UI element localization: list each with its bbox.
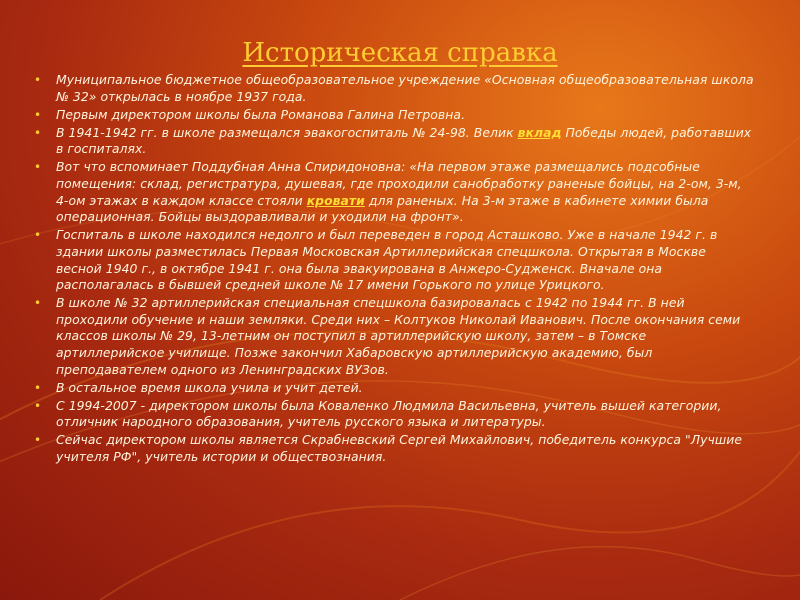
bullet-item	[34, 398, 754, 431]
bullet-text: Муниципальное бюджетное общеобразовательное учреждение «Основная общеобразовательная школа № 32» открылась в ноябре 1937 года.	[56, 72, 754, 104]
bullet-icon: •	[34, 125, 42, 140]
bullet-icon: •	[34, 433, 42, 448]
bullet-text: Первым директором школы была Романова Галина Петровна.	[56, 106, 466, 122]
bullet-icon: •	[34, 380, 42, 395]
bullet-item	[34, 107, 754, 124]
bullet-text: С 1994-2007 - директором школы была Коваленко Людмила Васильевна, учитель вышей категории, отличник народного образования, учитель русского языка и литературы.	[56, 397, 722, 430]
bullet-text: В 1941-1942 гг. в школе размещался эвакогоспиталь № 24-98. Велик	[56, 124, 518, 140]
bullet-item	[34, 159, 754, 225]
bullet-text: В школе № 32 артиллерийская специальная спецшкола базировалась с 1942 по 1944 гг. В ней проходили обучение и наши земляки. Среди них – Колтуков Николай Иванович. После окончания семи классов школы № 29, 13-летним он поступил в артиллерийскую школу, затем – в Томске артиллерийское училище. Позже закончил Хабаровскую артиллерийскую академию, был преподавателем одного из Ленинградских ВУЗов.	[56, 295, 741, 377]
bullet-item	[34, 125, 754, 158]
bullet-text: Сейчас директором школы является Скрабневский Сергей Михайлович, победитель конкурса "Лучшие учителя РФ", учитель истории и обществознания.	[56, 432, 743, 465]
bullet-icon: •	[34, 228, 42, 243]
slide-title: Историческая справка	[242, 38, 558, 68]
bullet-item	[34, 295, 754, 378]
bullet-text: Победы людей, работавших в госпиталях.	[56, 124, 752, 157]
bullet-text: Вот что вспоминает Поддубная Анна Спиридоновна: «На первом этаже размещались подсобные помещения: склад, регистратура, душевая, где проходили санобработку раненые бойцы, на 2-ом, 3-м, 4-ом этажах в каждом классе стояли	[56, 159, 742, 208]
link-krovati[interactable]: кровати	[306, 192, 365, 208]
bullet-text: В остальное время школа учила и учит детей.	[56, 379, 363, 395]
bullet-text: Госпиталь в школе находился недолго и был переведен в город Асташково. Уже в начале 1942 г. в здании школы разместилась Первая Московская Артиллерийская спецшкола. Открытая в Москве весной 1940 г., в октябре 1941 г. она была эвакуирована в Анжеро-Судженск. Вначале она располагалась в бывшей средней школе № 17 имени Горького по улице Урицкого.	[56, 227, 718, 293]
bullet-item	[34, 72, 754, 105]
bullet-list	[34, 72, 754, 466]
bullet-item	[34, 227, 754, 293]
bullet-icon: •	[34, 160, 42, 175]
bullet-item	[34, 380, 754, 397]
bullet-icon: •	[34, 296, 42, 311]
bullet-text: для раненых. На 3-м этаже в кабинете химии была операционная. Бойцы выздоравливали и уходили на фронт».	[56, 192, 709, 225]
bullet-item	[34, 432, 754, 465]
bullet-icon: •	[34, 398, 42, 413]
slide-content	[34, 72, 754, 467]
bullet-icon: •	[34, 73, 42, 87]
bullet-icon: •	[34, 107, 42, 122]
link-vklad[interactable]: вклад	[517, 124, 562, 140]
